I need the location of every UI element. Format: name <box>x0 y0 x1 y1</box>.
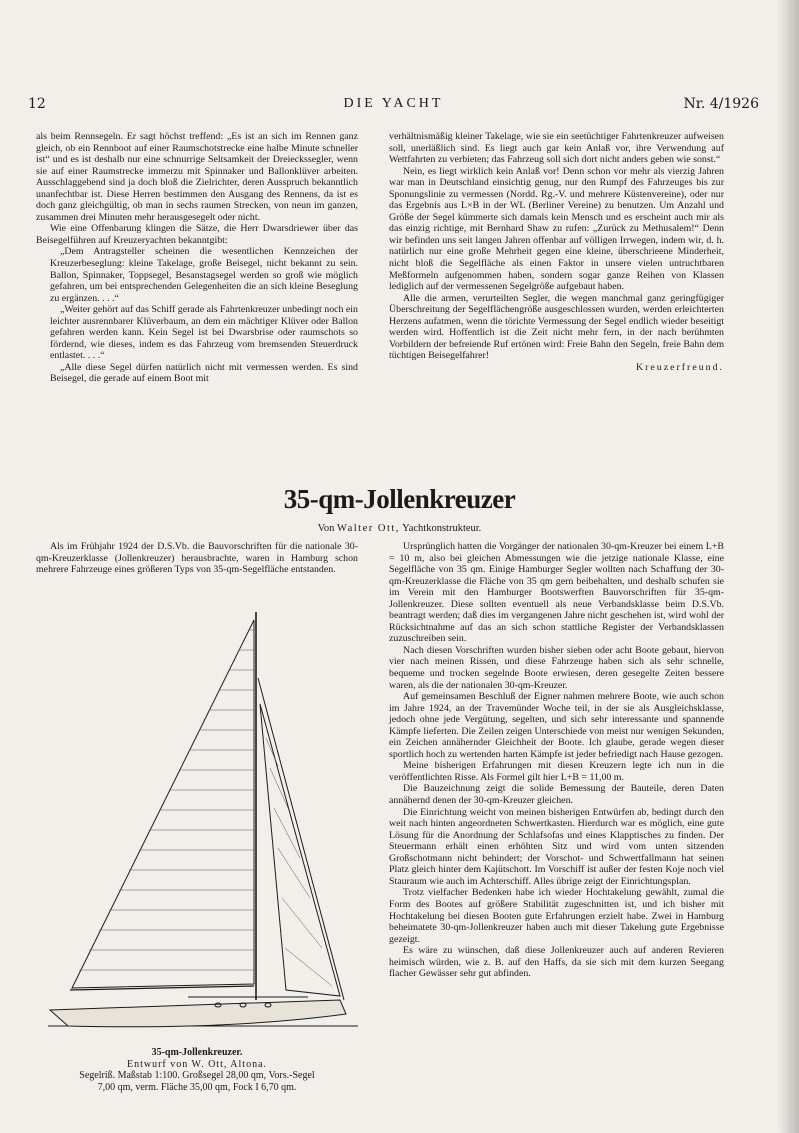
hull-outline <box>50 1000 346 1027</box>
article-byline <box>0 523 799 534</box>
quote-paragraph: „Alle diese Segel dürfen natürlich nicht mit vermessen werden. Es sind Beisegel, die gerade auf einem Boot mit <box>50 361 358 385</box>
paragraph: Die Einrichtung weicht von meinen bisherigen Entwürfen ab, bedingt durch den weit nach hinten angeordneten Schwertkasten. Hierdurch war es möglich, eine gute Lösung für die Anordnung der Schlafsofas und eines Klapptisches zu finden. Der Steuermann erhält einen erhöhten Sitz und wird vom unten sitzenden Großschotmann nicht behindert; der Vorschot- und Schwertfallmann hat seinen Platz gleich hinter dem Kajütschott. Im Vorschiff ist außer der festen Koje noch viel Stauraum wie auch im Achterschiff. Alles übrige zeigt der Einrichtungsplan. <box>389 806 724 887</box>
paragraph: verhältnismäßig kleiner Takelage, wie sie ein seetüchtiger Fahrtenkreuzer aufweisen soll, unerläßlich sind. Es liegt auch gar kein Anlaß vor, ihre Verwendung auf Wettfahrten zu verbieten; das Fahrzeug soll sich dort nicht anders geben wie sonst.“ <box>389 131 724 166</box>
boom <box>70 986 254 990</box>
paragraph: als beim Rennsegeln. Er sagt höchst treffend: „Es ist an sich im Rennen ganz gleich, ob ein Rennboot auf einer Raumschotstrecke eine halbe Minute schneller ist“ und es ist deshalb nur eine schnurrige Seltsamkeit der Dreieckssegler, wenn sie auf einer Raumstrecke immerzu mit Spinnaker und Ballonklüver arbeiten. Ausschlaggebend sind ja doch bloß die Zielrichter, deren Ausspruch bekanntlich unanfechtbar ist. Diese Herren bestimmen den Ausgang des Rennens, da ist es doch ganz gleichgültig, ob man in sechs raumen Strecken, von neun im ganzen, zusammen drei Minuten mehr herausgesegelt oder nicht. <box>36 131 358 223</box>
paragraph: Es wäre zu wünschen, daß diese Jollenkreuzer auch auf anderen Revieren heimisch würden, wie z. B. auf den Haffs, da sie sich mit dem kurzen Seegang flacher Gewässer sehr gut abfinden. <box>389 945 724 980</box>
figure-specs-line-1: Segelriß. Maßstab 1:100. Großsegel 28,00 qm, Vors.-Segel <box>79 1070 315 1082</box>
figure-designer: Entwurf von W. Ott, Altona. <box>126 1058 268 1070</box>
article-title: 35-qm-Jollenkreuzer <box>283 484 516 514</box>
mainsail <box>72 620 254 988</box>
page-number: 12 <box>28 96 46 112</box>
issue-number: Nr. 4/1926 <box>683 96 759 112</box>
paragraph: Die Bauzeichnung zeigt die solide Bemessung der Bauteile, deren Daten annähernd denen der 30-qm-Kreuzer gleichen. <box>389 783 724 807</box>
left-column-bottom <box>36 541 358 576</box>
figure-specs-line-2: 7,00 qm, verm. Fläche 35,00 qm, Fock I 6,70 qm. <box>97 1081 297 1093</box>
paragraph: Nach diesen Vorschriften wurden bisher sieben oder acht Boote gebaut, hiervon vier nach meinen Rissen, und diese Fahrzeuge haben sich als sehr schnelle, bequeme und trocken segelnde Boote erwiesen, deren gesegelte Zeiten bessere waren, als die der nationalen 30-qm-Kreuzer. <box>389 644 724 691</box>
byline-prefix: Von <box>317 523 335 534</box>
paragraph: Als im Frühjahr 1924 der D.S.Vb. die Bauvorschriften für die nationale 30-qm-Kreuzerklasse (Jollenkreuzer) herausbrachte, waren in Hamburg schon mehrere Fahrzeuge eines größeren Typs von 35-qm-Segelfläche entstanden. <box>36 541 358 576</box>
sail-seams <box>79 630 332 986</box>
signature: Kreuzerfreund. <box>635 361 724 373</box>
quote-paragraph: „Dem Antragsteller scheinen die wesentlichen Kennzeichen der Kreuzerbeseglung: kleine Takelage, große Beisegel, nicht bekannt zu sein. Ballon, Spinnaker, Toppsegel, Besanstagsegel werden so groß wie möglich gefahren, um bei entsprechenden Gelegenheiten die an sich kleine Beseglung zu ergänzen. . . .“ <box>50 246 358 304</box>
paragraph: Meine bisherigen Erfahrungen mit diesen Kreuzern legte ich nun in die veröffentlichten Risse. Als Formel gilt hier L+B = 11,00 m. <box>389 760 724 783</box>
magazine-title: DIE YACHT <box>343 96 444 111</box>
paragraph: Nein, es liegt wirklich kein Anlaß vor! Denn schon vor mehr als vierzig Jahren war man in Deutschland einsichtig genug, nur den Rumpf des Fahrzeuges bis zur Sponungslinie zu vermessen (Nordd. Rg.-V. und mehrere Küstenvereine), oder nur das Ergebnis aus L×B in der WL (Berliner Vereine) zu benutzen. Um Anzahl und Größe der Segel kümmerte sich damals kein Mensch und es erscheint auch mir als das einzig richtige, mit Bernhard Shaw zu rufen: „Zurück zu Methusalem!“ Denn wir befinden uns seit langen Jahren offenbar auf völligen Irrwegen, indem wir, d. h. natürlich nur eine große Mehrheit gegen eine kleine, überschrieene Minderheit, nicht bloß die Segelfläche als einen Faktor in unsere vielen untruchtbaren Meßformeln aufgenommen haben, sondern sogar ganze Reihen von Klassen lediglich auf der vermessenen Segelgröße aufgebaut haben. <box>389 165 724 293</box>
sail-plan-drawing <box>28 608 368 1048</box>
foresail <box>260 704 340 996</box>
right-column-top <box>389 131 724 373</box>
figure-title: 35-qm-Jollenkreuzer. <box>151 1047 243 1058</box>
quote-paragraph: „Weiter gehört auf das Schiff gerade als Fahrtenkreuzer unbedingt noch ein leichter ausrennbarer Klüverbaum, an dem ein mächtiger Klüver oder Ballon gefahren werden kann. Kein Segel ist bei Dwarsbrise oder raumschots so fördernd, wie dieses, indem es das Fahrzeug vom bremsenden Steuerdruck entlastet. . . .“ <box>50 304 358 362</box>
forestay <box>258 678 344 1000</box>
paragraph: Auf gemeinsamen Beschluß der Eigner nahmen mehrere Boote, wie auch schon im Jahre 1924, an der Travemünder Woche teil, in der sie als Ausgleichsklasse, jedoch ohne jede Vergütung, segelten, und sich sehr interessante und spannende Kämpfe lieferten. Die Zeilen zeigen Unterschiede von meist nur wenigen Sekunden, ein Zeichen annähernder Gleichheit der Boote. Ich glaube, gerade wegen dieser sportlich hoch zu wertenden harten Kämpfe ist jeder befriedigt nach Hause gezogen. <box>389 691 724 760</box>
figure-caption <box>36 1047 358 1093</box>
byline-suffix: Yachtkonstrukteur. <box>402 523 482 534</box>
paragraph: Alle die armen, verurteilten Segler, die wegen manchmal ganz geringfügiger Überschreitung der Segelflächengröße ausgeschlossen wurden, werden erleichterten Herzens aufatmen, wenn die törichte Vermessung der Segel endlich wieder beseitigt werden wird. Hoffentlich ist die Zeit nicht mehr fern, in der nach berühmten Vorbildern der befreiende Ruf ertönen wird: Freie Bahn den Segeln, freie Bahn dem tüchtigen Beisegelfahrer! <box>389 292 724 362</box>
right-column-bottom <box>389 541 724 980</box>
page-edge-shadow <box>777 0 799 1133</box>
byline-author: Walter Ott, <box>337 523 400 534</box>
paragraph: Wie eine Offenbarung klingen die Sätze, die Herr Dwarsdriewer über das Beisegelführen auf Kreuzeryachten bekanntgibt: <box>36 223 358 246</box>
sail-plan-figure <box>28 608 368 1048</box>
page-header <box>28 96 759 114</box>
paragraph: Trotz vielfacher Bedenken habe ich wieder Hochtakelung gewählt, zumal die Form des Bootes auf größere Stabilität zugeschnitten ist, und ich bisher mit Hochtakelung bei diesen Booten gute Erfahrungen erzielt habe. Zwei in Hamburg beheimatete 30-qm-Jollenkreuzer haben auch mit dieser Takelung gute Ergebnisse gezeigt. <box>389 887 724 945</box>
left-column-top <box>36 131 358 385</box>
paragraph: Ursprünglich hatten die Vorgänger der nationalen 30-qm-Kreuzer bei einem L+B = 10 m, also bei gleichen Abmessungen wie die jetzige nationale Klasse, eine Segelfläche von 35 qm. Einige Hamburger Segler wollten nach Schaffung der 30-qm-Kreuzerklasse die Fläche von 35 qm gern beibehalten, und deshalb schufen sie im Verein mit den Hamburger Bootswerften Bauvorschriften für 35-qm-Jollenkreuzer. Diese sollten eventuell als neue Verbandsklasse beim D.S.Vb. beantragt werden; daß dies im vergangenen Jahre nicht geschehen ist, wird wohl der Rücksichtnahme auf das an sich schon stattliche Register der Verbandsklassen zuzuschreiben sein. <box>389 541 724 645</box>
